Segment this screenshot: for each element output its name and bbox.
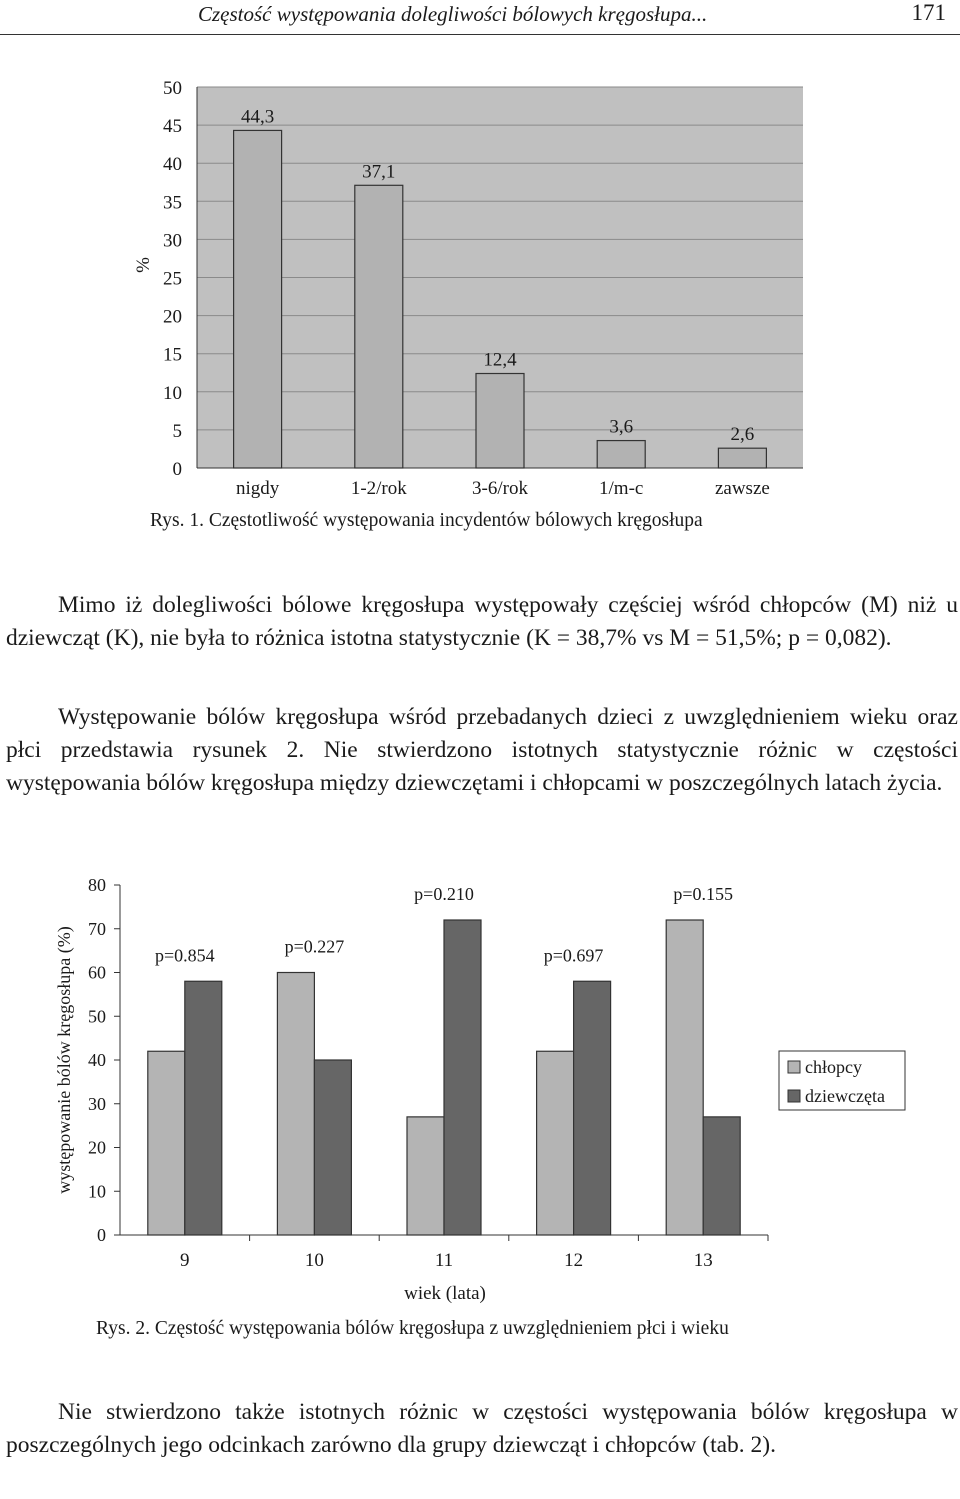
y-tick-label: 20 [88,1137,106,1158]
legend-swatch [788,1061,800,1073]
x-tick-label: 13 [693,1250,713,1271]
data-label: 44,3 [240,106,275,128]
x-tick-label: nigdy [235,478,280,499]
data-label: 3,6 [609,416,634,438]
y-tick-label: 10 [88,1181,106,1202]
y-tick-label: 5 [172,420,182,442]
p-value-annotation: p=0.697 [543,945,604,966]
x-tick-label: 1-2/rok [350,478,407,499]
y-tick-label: 20 [163,306,182,328]
bar [476,374,524,468]
y-tick-label: 40 [163,154,182,176]
y-tick-label: 30 [163,230,182,252]
y-axis-label: % [133,257,154,273]
x-axis-label: wiek (lata) [404,1283,486,1304]
y-tick-label: 35 [163,192,182,214]
paragraph-3: Nie stwierdzono także istotnych różnic w częstości występowania bólów kręgosłupa w poszczególnych jego odcinkach zarówno dla grupy dziewcząt i chłopców (tab. 2). [6,1399,958,1458]
y-tick-label: 0 [97,1225,106,1245]
y-tick-label: 15 [163,344,182,366]
y-tick-label: 30 [88,1093,106,1114]
bar-dziewczeta [314,1060,351,1235]
data-label: 37,1 [362,161,396,183]
p-value-annotation: p=0.227 [284,936,345,957]
y-tick-label: 60 [88,962,106,983]
bar [597,441,645,468]
x-tick-label: 1/m-c [599,478,644,499]
y-tick-label: 45 [163,116,182,138]
paragraph-1: Mimo iż dolegliwości bólowe kręgosłupa występowały częściej wśród chłopców (M) niż u dziewcząt (K), nie była to różnica istotna statystycznie (K = 38,7% vs M = 51,5%; p = 0,082). [6,592,958,651]
x-tick-label: 11 [434,1250,454,1271]
p-value-annotation: p=0.854 [154,945,215,966]
y-tick-label: 10 [163,382,182,404]
y-axis-label: występowanie bólów kręgosłupa (%) [54,926,74,1194]
bar-dziewczeta [703,1117,740,1235]
chart-1-frequency-bar-chart [0,45,960,550]
x-tick-label: 10 [304,1250,324,1271]
bar-dziewczeta [185,981,222,1235]
legend-swatch [788,1090,800,1102]
paragraph-2: Występowanie bólów kręgosłupa wśród przebadanych dzieci z uwzględnieniem wieku oraz płci przedstawia rysunek 2. Nie stwierdzono istotnych statystycznie różnic w częstości występowania bólów kręgosłupa między dziewczętami i chłopcami w poszczególnych latach życia. [6,704,958,796]
bar-chlopcy [666,920,703,1235]
page-number: 171 [911,0,946,25]
x-tick-label: 3-6/rok [472,478,528,499]
bar-chlopcy [407,1117,444,1235]
running-title: Częstość występowania dolegliwości bólowych kręgosłupa... [198,2,708,26]
bar-dziewczeta [444,920,481,1235]
bar-chlopcy [148,1051,185,1235]
p-value-annotation: p=0.210 [414,884,474,904]
x-tick-label: 9 [180,1250,190,1271]
y-tick-label: 80 [88,875,106,895]
y-tick-label: 70 [88,918,106,939]
x-tick-label: zawsze [714,478,770,499]
y-tick-label: 25 [163,268,182,290]
running-header [0,0,960,36]
legend-label: chłopcy [805,1057,862,1077]
bar-chlopcy [537,1051,574,1235]
y-tick-label: 40 [88,1050,106,1070]
bar [718,448,766,468]
header-rule [0,34,960,35]
y-tick-label: 0 [172,459,182,480]
data-label: 12,4 [483,349,517,371]
data-label: 2,6 [730,424,755,446]
chart-2-age-sex-bar-chart [0,868,960,1308]
x-tick-label: 12 [564,1250,584,1271]
figure-1-caption: Rys. 1. Częstotliwość występowania incydentów bólowych kręgosłupa [150,510,703,531]
legend-label: dziewczęta [805,1086,885,1106]
y-tick-label: 50 [163,78,182,99]
bar [355,185,403,468]
y-tick-label: 50 [88,1006,106,1027]
p-value-annotation: p=0.155 [673,884,734,904]
bar-chlopcy [277,973,314,1236]
bar [234,130,282,468]
figure-2-caption: Rys. 2. Częstość występowania bólów kręgosłupa z uwzględnieniem płci i wieku [96,1318,729,1339]
bar-dziewczeta [574,981,611,1235]
